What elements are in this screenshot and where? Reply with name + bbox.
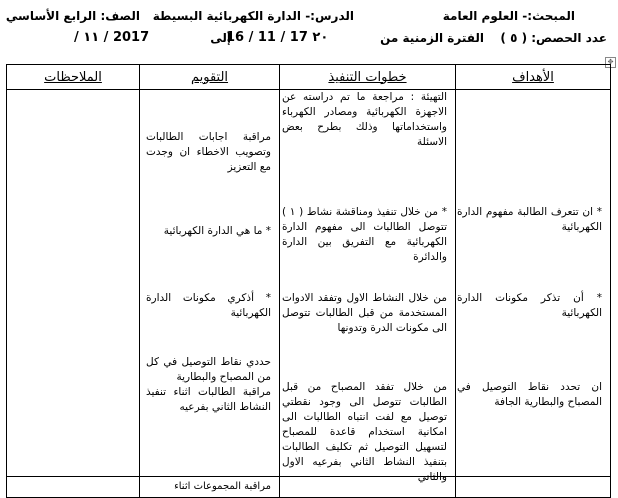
steps-cell — [280, 90, 456, 483]
objective-item: ان تحدد نقاط التوصيل في المصباح والبطارية الجافة — [457, 381, 602, 408]
subject-label: المبحث:- العلوم العامة — [442, 9, 575, 23]
periods-label: عدد الحصص: ( ٥ ) — [500, 31, 607, 45]
step-item: من خلال تفقد المصباح من قبل الطالبات تتوصل الى وجود نقطتي توصيل مع لفت انتباه الطالبات الى امكانية استخدام قاعدة للمصباح لتسهيل التوصيل ثم تكليف الطالبات بتنفيذ النشاط الثاني بفرعيه الاول والثاني — [282, 381, 447, 483]
evaluation-item: مراقبة المجموعات اثناء — [174, 481, 271, 492]
lesson-label: الدرس:- الدارة الكهربائية البسيطة — [152, 9, 354, 23]
evaluation-item: حددي نقاط التوصيل في كل من المصباح والبطارية مراقبة الطالبات اثناء تنفيذ النشاط الثاني بفرعيه — [146, 356, 271, 413]
step-item: التهيئة : مراجعة ما تم دراسته عن الاجهزة الكهربائية ومصادر الكهرباء واستخداماتها وذلك بطرح بعض الاسئلة — [282, 91, 447, 148]
table-move-handle-icon[interactable]: ✥ — [605, 57, 616, 68]
objectives-header: الأهداف — [456, 65, 611, 90]
date-from: 16 / 11 / 17 ٢٠ — [226, 30, 329, 45]
date-to: / ١١ / 2017 — [74, 30, 150, 45]
evaluation-cell — [140, 90, 280, 477]
lesson-plan-table — [6, 64, 611, 498]
objectives-cell — [456, 90, 611, 477]
notes-cell — [7, 90, 140, 477]
notes-header: الملاحظات — [7, 65, 140, 90]
evaluation-header: التقويم — [140, 65, 280, 90]
notes-cell-next — [7, 477, 140, 498]
grade-label: الصف: الرابع الأساسي — [5, 9, 140, 23]
objective-item: * ان تتعرف الطالبة مفهوم الدارة الكهربائية — [457, 206, 602, 233]
evaluation-item: * أذكري مكونات الدارة الكهربائية — [146, 292, 271, 319]
evaluation-item: مراقبة اجابات الطالبات وتصويب الاخطاء ان وجدت مع التعزيز — [146, 131, 271, 173]
evaluation-item: * ما هي الدارة الكهربائية — [163, 225, 271, 237]
objectives-cell-next — [456, 477, 611, 498]
steps-header: خطوات التنفيذ — [280, 65, 456, 90]
objective-item: * أن تذكر مكونات الدارة الكهربائية — [457, 292, 602, 319]
to-label: إلى — [210, 31, 231, 45]
step-item: * من خلال تنفيذ ومناقشة نشاط ( ١ ) تتوصل الطالبات الى مفهوم الدارة الكهربائية مع التفريق بين الدارة والدائرة — [282, 206, 447, 263]
period-range-label: الفترة الزمنية من — [380, 31, 484, 45]
evaluation-cell-next — [140, 477, 280, 498]
step-item: من خلال النشاط الاول وتفقد الادوات المستخدمة من قبل الطالبات تتوصل الى مكونات الدرة وتدونها — [282, 292, 447, 334]
